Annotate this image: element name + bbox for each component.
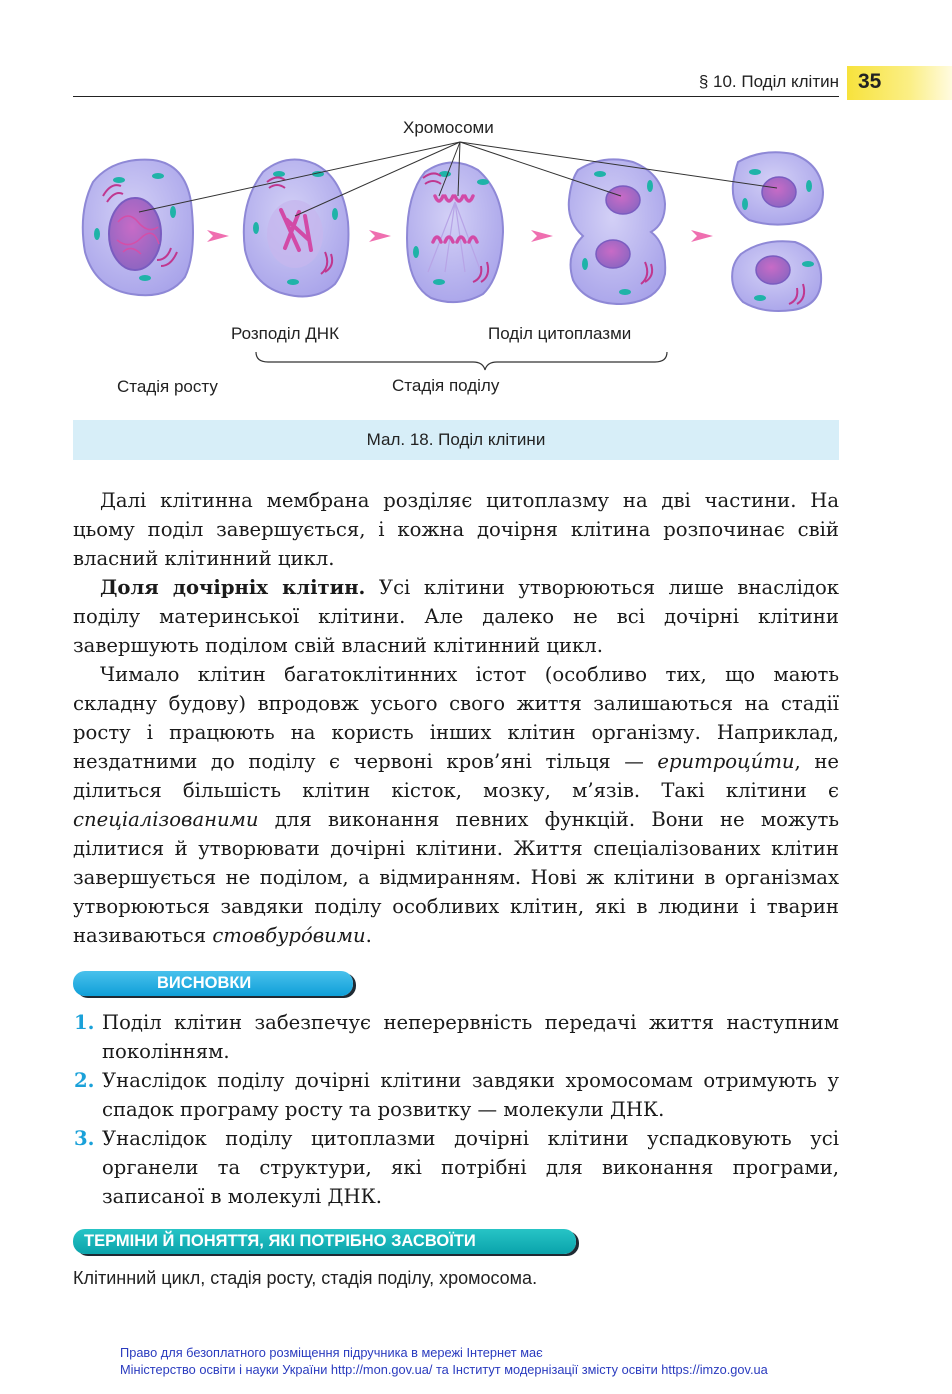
term-erythrocytes: еритроци́ти — [657, 750, 795, 773]
division-stage-brace — [256, 352, 667, 370]
terms-heading: ТЕРМІНИ Й ПОНЯТТЯ, ЯКІ ПОТРІБНО ЗАСВОЇТИ — [73, 1229, 576, 1254]
paragraph-3-part: Чимало клітин багатоклітинних істот (особливо тих, що мають складну будову) впродовж усього свого життя залишаються на стадії росту і працюють на користь інших клітин організму. Наприклад, нездатними до поділу є червоні кров’яні тільця — — [73, 663, 839, 773]
label-chromosomes: Хромосоми — [403, 118, 494, 137]
daughter-cell-top — [733, 152, 823, 224]
conclusion-item — [73, 1124, 839, 1211]
conclusion-text: Унаслідок поділу цитоплазми дочірні клітини успадковують усі органели та структури, які потрібні для виконання програми, записаної в молекулі ДНК. — [102, 1127, 839, 1208]
cell-growth-stage — [83, 160, 193, 296]
running-header: § 10. Поділ клітин — [698, 72, 839, 91]
daughter-cell-bottom — [732, 241, 821, 311]
conclusion-number: 1. — [74, 1011, 95, 1034]
conclusion-item — [73, 1066, 839, 1124]
term-stem: стовбуро́вими — [212, 924, 366, 947]
footer-line-2: Міністерство освіти і науки України http://mon.gov.ua/ та Інститут модернізації змісту освіти https://imzo.gov.ua — [120, 1362, 768, 1377]
label-division-stage: Стадія поділу — [392, 376, 500, 395]
paragraph-1: Далі клітинна мембрана розділяє цитоплазму на дві частини. На цьому поділ завершується, і кожна дочірня клітина розпочинає свій власний клітинний цикл. — [73, 489, 839, 570]
arrow-icon — [369, 230, 391, 242]
cell-prophase — [244, 160, 349, 297]
conclusion-text: Поділ клітин забезпечує неперервність передачі життя наступним поколінням. — [102, 1011, 839, 1063]
conclusions-heading: ВИСНОВКИ — [73, 971, 353, 996]
cell-division-figure — [73, 112, 839, 412]
conclusion-text: Унаслідок поділу дочірні клітини завдяки хромосомам отримують у спадок програму росту та розвитку — молекули ДНК. — [102, 1069, 839, 1121]
term-specialized: спеціалізованими — [73, 808, 259, 831]
paragraph-2-text: Усі клітини утворюються лише внаслідок поділу материнської клітини. Але далеко не всі дочірні клітини завершують поділом свій власний клітинний цикл. — [73, 576, 840, 657]
arrow-icon — [691, 230, 713, 242]
paragraph-3 — [73, 660, 839, 950]
terms-text: Клітинний цикл, стадія росту, стадія поділу, хромосома. — [73, 1268, 538, 1288]
header-rule — [73, 96, 839, 97]
conclusions-list — [73, 1008, 839, 1211]
conclusion-number: 2. — [74, 1069, 95, 1092]
cell-division-illustration — [73, 112, 839, 412]
label-cytoplasm-division: Поділ цитоплазми — [488, 324, 632, 343]
label-dna-division: Розподіл ДНК — [231, 324, 339, 343]
arrow-icon — [531, 230, 553, 242]
conclusion-item — [73, 1008, 839, 1066]
figure-caption-bar — [73, 420, 839, 460]
paragraph-3-part: для виконання певних функцій. Вони не можуть ділитися й утворювати дочірні клітини. Життя спеціалізованих клітин завершується не поділом, а відмиранням. Нові ж клітини в організмах утворюються завдяки поділу особливих клітин, які в людини і тварин називаються — [73, 808, 839, 947]
paragraph-2 — [73, 573, 839, 660]
paragraph-3-part: . — [365, 924, 372, 947]
figure-caption: Мал. 18. Поділ клітини — [366, 430, 546, 449]
footer-notice — [120, 1344, 768, 1378]
cell-anaphase — [407, 162, 503, 302]
conclusion-number: 3. — [74, 1127, 95, 1150]
footer-line-1: Право для безоплатного розміщення підручника в мережі Інтернет має — [120, 1345, 543, 1360]
cell-cytokinesis — [569, 159, 665, 304]
paragraph-2-heading: Доля дочірніх клітин. — [100, 576, 366, 599]
arrow-icon — [207, 230, 229, 242]
body-text — [73, 486, 839, 950]
paragraph-3-part: , не ділиться більшість клітин кісток, мозку, м’язів. Такі клітини є — [73, 750, 839, 802]
label-growth-stage: Стадія росту — [117, 377, 218, 396]
page-number: 35 — [858, 70, 882, 93]
